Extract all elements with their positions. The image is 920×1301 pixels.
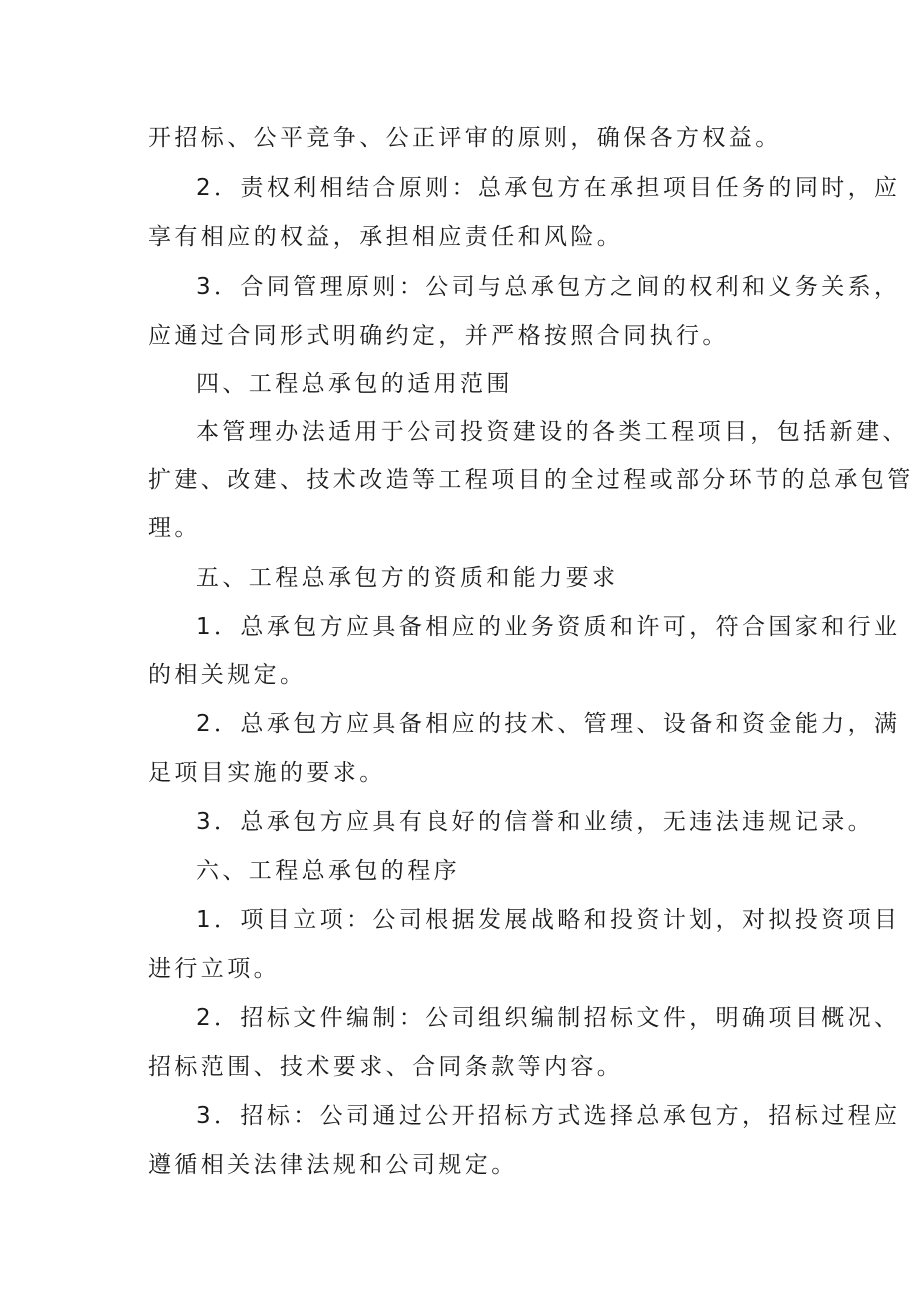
text-line: 足项目实施的要求。 (148, 760, 386, 786)
text-line: 扩建、改建、技术改造等工程项目的全过程或部分环节的总承包管 (148, 467, 914, 493)
text-line: 3．总承包方应具有良好的信誉和业绩，无违法违规记录。 (196, 809, 875, 835)
text-line: 3．招标：公司通过公开招标方式选择总承包方，招标过程应 (196, 1103, 901, 1129)
text-line: 本管理办法适用于公司投资建设的各类工程项目，包括新建、 (196, 419, 909, 445)
section-heading: 四、工程总承包的适用范围 (196, 371, 513, 397)
text-line: 1．项目立项：公司根据发展战略和投资计划，对拟投资项目 (196, 907, 901, 933)
text-line: 进行立项。 (148, 956, 280, 982)
text-line: 的相关规定。 (148, 662, 307, 688)
text-line: 应通过合同形式明确约定，并严格按照合同执行。 (148, 323, 729, 349)
text-line: 2．总承包方应具备相应的技术、管理、设备和资金能力，满 (196, 711, 901, 737)
text-line: 享有相应的权益，承担相应责任和风险。 (148, 224, 624, 250)
text-line: 1．总承包方应具备相应的业务资质和许可，符合国家和行业 (196, 614, 901, 640)
text-line: 遵循相关法律法规和公司规定。 (148, 1152, 518, 1178)
section-heading: 六、工程总承包的程序 (196, 858, 460, 884)
text-line: 开招标、公平竞争、公正评审的原则，确保各方权益。 (148, 125, 782, 151)
text-line: 2．招标文件编制：公司组织编制招标文件，明确项目概况、 (196, 1005, 901, 1031)
section-heading: 五、工程总承包方的资质和能力要求 (196, 565, 619, 591)
text-line: 3．合同管理原则：公司与总承包方之间的权利和义务关系， (196, 274, 901, 300)
text-line: 2．责权利相结合原则：总承包方在承担项目任务的同时，应 (196, 175, 901, 201)
text-line: 招标范围、技术要求、合同条款等内容。 (148, 1054, 624, 1080)
text-line: 理。 (148, 515, 201, 541)
